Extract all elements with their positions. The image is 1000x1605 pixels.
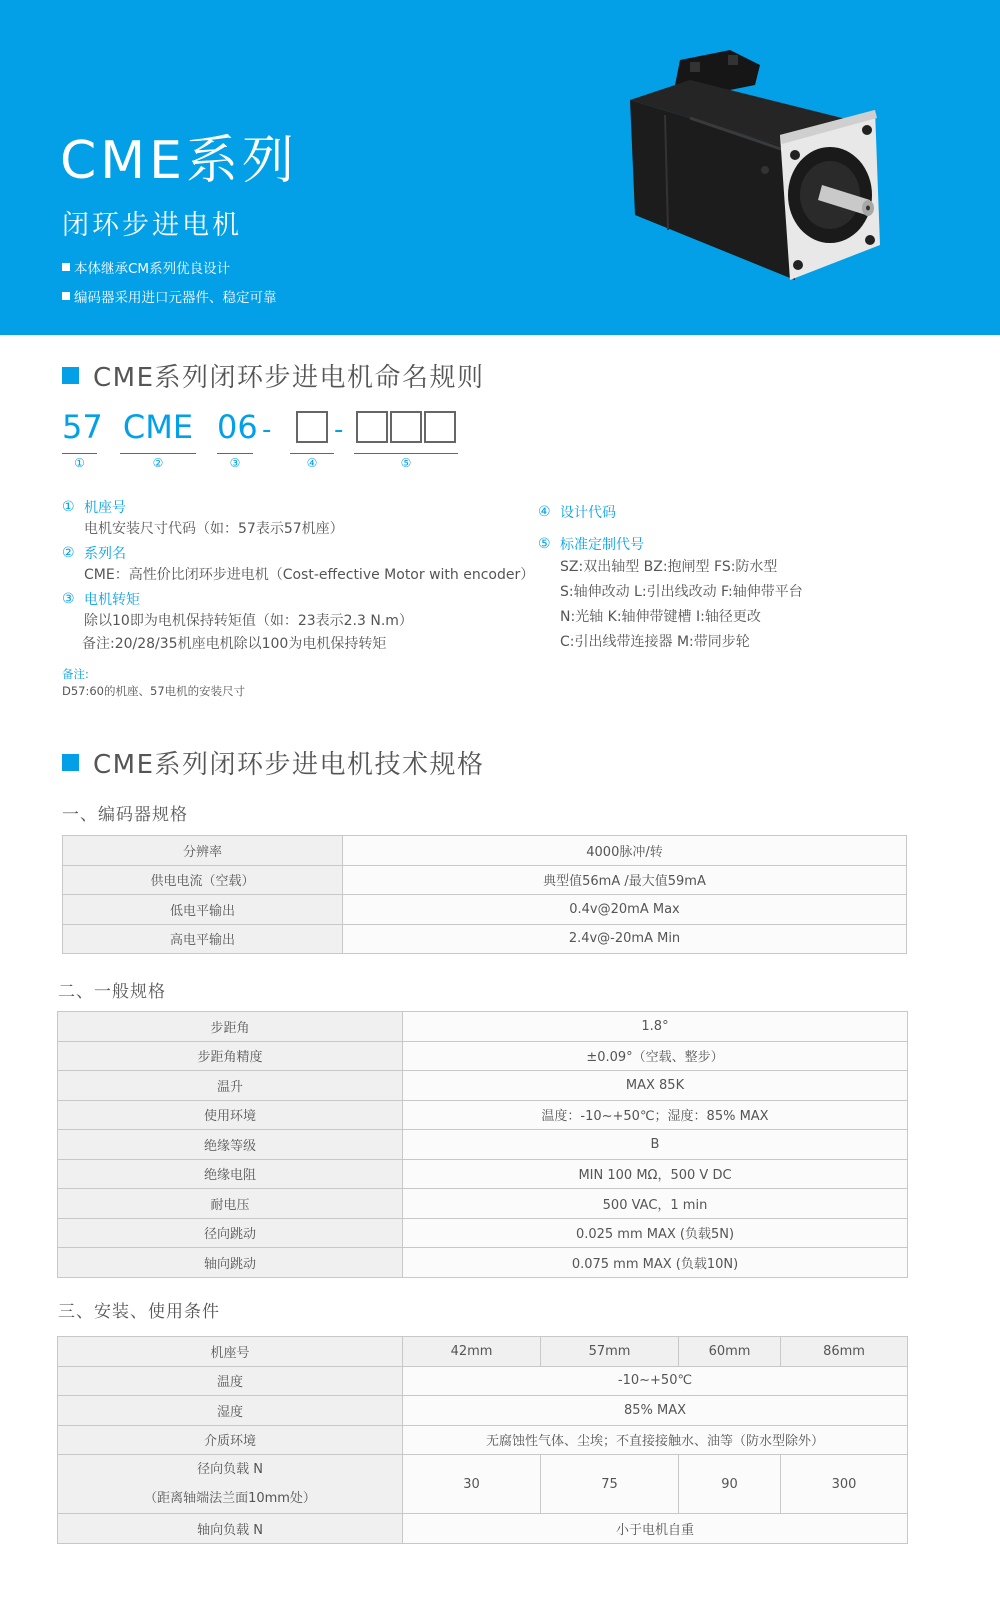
table-row: 机座号 42mm 57mm 60mm 86mm	[58, 1337, 908, 1367]
placeholder-box-icon	[424, 411, 456, 443]
table-row: 步距角精度 ±0.09°（空载、整步）	[58, 1041, 908, 1071]
general-spec-title: 二、一般规格	[58, 982, 166, 1002]
note-label: 备注:	[62, 667, 89, 681]
table-row: 温度 -10~+50℃	[58, 1366, 908, 1396]
install-spec-title: 三、安装、使用条件	[58, 1302, 220, 1322]
bullet-square-icon	[62, 292, 70, 300]
hero-bullet: 编码器采用进口元器件、稳定可靠	[62, 281, 277, 310]
table-row: 介质环境 无腐蚀性气体、尘埃；不直接接触水、油等（防水型除外）	[58, 1425, 908, 1455]
hero-subtitle: 闭环步进电机	[62, 210, 242, 241]
code-part-torque: 06 ③	[217, 408, 258, 470]
motor-product-image	[630, 40, 910, 295]
table-row: 耐电压 500 VAC，1 min	[58, 1189, 908, 1219]
table-row: 使用环境 温度：-10~+50℃；湿度：85% MAX	[58, 1100, 908, 1130]
table-row: 绝缘等级 B	[58, 1130, 908, 1160]
table-row: 分辨率 4000脉冲/转	[63, 836, 907, 866]
bullet-square-icon	[62, 263, 70, 271]
placeholder-box-icon	[296, 411, 328, 443]
heading-square-icon	[62, 367, 79, 384]
table-row: 轴向负载 N 小于电机自重	[58, 1514, 908, 1544]
table-row: 低电平输出 0.4v@20mA Max	[63, 895, 907, 925]
install-spec-table	[57, 1336, 908, 1544]
legend-item-custom: ⑤ 标准定制代号 SZ:双出轴型 BZ:抱闸型 FS:防水型 S:轴伸改动 L:引出线改动 F:轴伸带平台 N:光轴 K:轴伸带键槽 I:轴径更改 C:引出线带连接器 M:带同步轮	[538, 536, 803, 650]
hero-title: CME系列	[60, 131, 299, 191]
legend-item-series: ② 系列名 CME：高性价比闭环步进电机（Cost-effective Motor with encoder）	[62, 545, 535, 583]
code-part-custom: ⑤	[354, 405, 458, 470]
model-code-diagram	[62, 405, 482, 485]
table-row: 温升 MAX 85K	[58, 1071, 908, 1101]
general-spec-table	[57, 1011, 908, 1278]
specs-heading: CME系列闭环步进电机技术规格	[62, 744, 485, 781]
legend-item-design: ④ 设计代码	[538, 504, 616, 521]
hero-bullet: 本体继承CM系列优良设计	[62, 252, 277, 281]
legend-item-torque: ③ 电机转矩 除以10即为电机保持转矩值（如：23表示2.3 N.m） 备注:20/28/35机座电机除以100为电机保持转矩	[62, 591, 413, 652]
legend-item-frame: ① 机座号 电机安装尺寸代码（如：57表示57机座）	[62, 499, 344, 537]
naming-heading: CME系列闭环步进电机命名规则	[62, 357, 485, 394]
hero-banner	[0, 0, 1000, 335]
encoder-spec-title: 一、编码器规格	[62, 805, 188, 825]
table-row: 湿度 85% MAX	[58, 1396, 908, 1426]
table-row: 轴向跳动 0.075 mm MAX (负载10N)	[58, 1248, 908, 1278]
code-separator: -	[334, 415, 344, 445]
table-row: 径向负载 N （距离轴端法兰面10mm处） 30 75 90 300	[58, 1455, 908, 1514]
note-text: D57:60的机座、57电机的安装尺寸	[62, 684, 246, 698]
table-row: 供电电流（空载） 典型值56mA /最大值59mA	[63, 865, 907, 895]
code-separator: -	[262, 415, 272, 445]
table-row: 高电平输出 2.4v@-20mA Min	[63, 924, 907, 954]
placeholder-box-icon	[390, 411, 422, 443]
code-part-series: CME ②	[120, 405, 196, 470]
hero-bullets	[62, 252, 277, 310]
encoder-spec-table	[62, 835, 907, 954]
table-row: 径向跳动 0.025 mm MAX (负载5N)	[58, 1218, 908, 1248]
placeholder-box-icon	[356, 411, 388, 443]
heading-square-icon	[62, 754, 79, 771]
table-row: 绝缘电阻 MIN 100 MΩ，500 V DC	[58, 1159, 908, 1189]
code-part-design: ④	[290, 405, 334, 470]
code-part-frame: 57 ①	[62, 408, 103, 470]
table-row: 步距角 1.8°	[58, 1012, 908, 1042]
